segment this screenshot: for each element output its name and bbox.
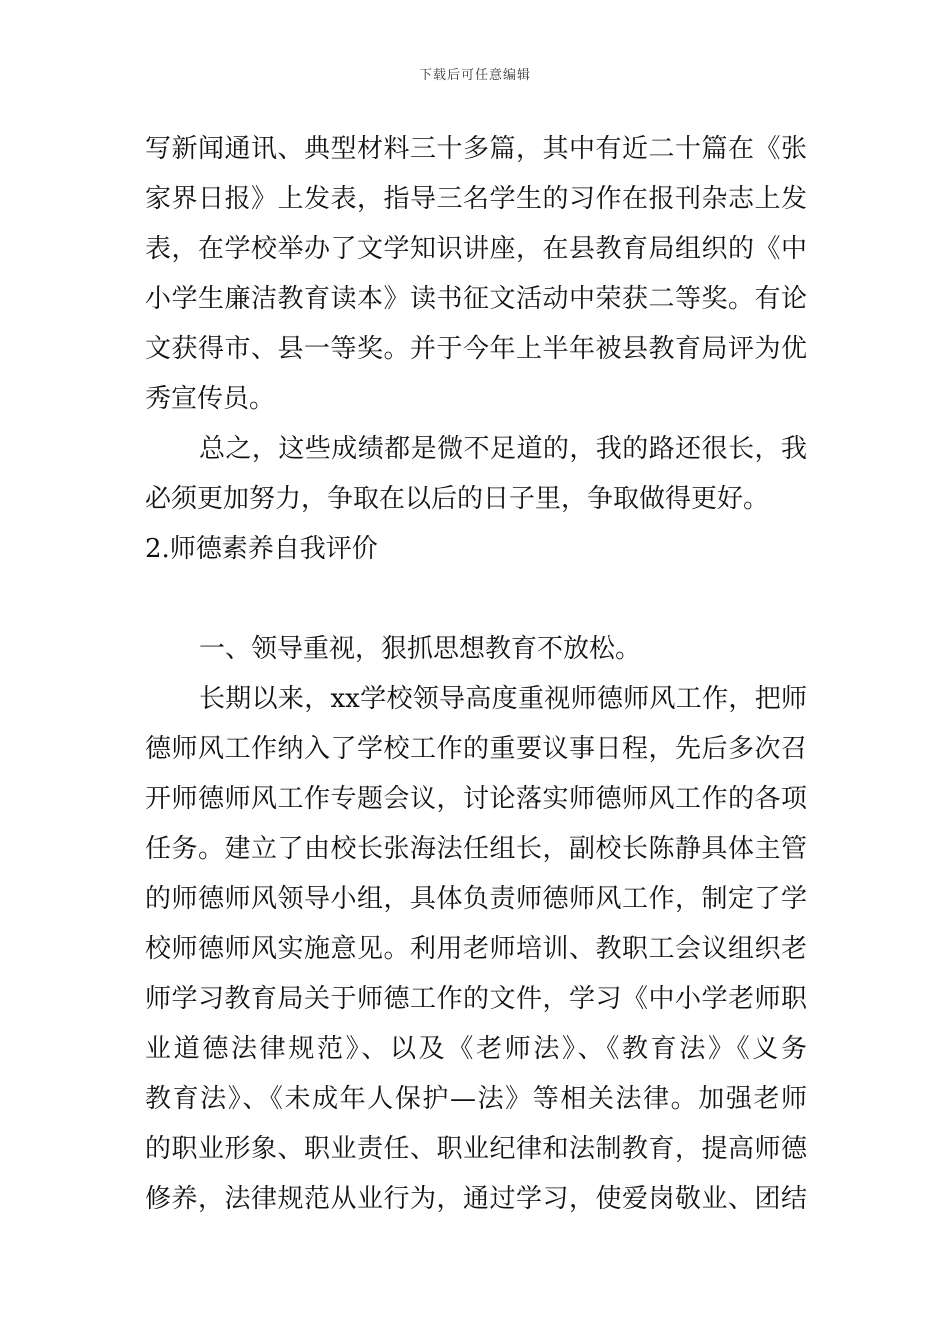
text-line: 长期以来，xx学校领导高度重视师德师风工作，把师 <box>199 684 807 714</box>
text-line: 表，在学校举办了文学知识讲座，在县教育局组织的《中 <box>145 234 807 264</box>
document-body <box>145 124 807 1224</box>
text-line: 必须更加努力，争取在以后的日子里，争取做得更好。 <box>145 484 770 514</box>
text-line: 任务。建立了由校长张海法任组长，副校长陈静具体主管 <box>145 834 807 864</box>
text-line: 小学生廉洁教育读本》读书征文活动中荣获二等奖。有论 <box>145 284 807 314</box>
text-line: 德师风工作纳入了学校工作的重要议事日程，先后多次召 <box>145 734 807 764</box>
subsection-heading: 一、领导重视，狠抓思想教育不放松。 <box>199 634 642 664</box>
text-line: 写新闻通讯、典型材料三十多篇，其中有近二十篇在《张 <box>145 134 807 164</box>
text-line: 的职业形象、职业责任、职业纪律和法制教育，提高师德 <box>145 1134 807 1164</box>
text-line: 家界日报》上发表，指导三名学生的习作在报刊杂志上发 <box>145 184 807 214</box>
text-line: 的师德师风领导小组，具体负责师德师风工作，制定了学 <box>145 884 807 914</box>
text-line: 开师德师风工作专题会议，讨论落实师德师风工作的各项 <box>145 784 807 814</box>
text-line: 秀宣传员。 <box>145 384 276 414</box>
section-heading: 2.师德素养自我评价 <box>145 534 378 564</box>
text-line: 师学习教育局关于师德工作的文件，学习《中小学老师职 <box>145 984 807 1014</box>
text-line: 修养，法律规范从业行为，通过学习，使爱岗敬业、团结 <box>145 1184 807 1214</box>
text-line: 文获得市、县一等奖。并于今年上半年被县教育局评为优 <box>145 334 807 364</box>
text-line: 校师德师风实施意见。利用老师培训、教职工会议组织老 <box>145 934 807 964</box>
blank-line <box>145 574 807 624</box>
header-note: 下载后可任意编辑 <box>418 68 531 83</box>
text-line: 教育法》、《未成年人保护—法》等相关法律。加强老师 <box>145 1084 807 1114</box>
text-line: 业道德法律规范》、以及《老师法》、《教育法》《义务 <box>145 1034 807 1064</box>
text-line: 总之，这些成绩都是微不足道的，我的路还很长，我 <box>199 434 807 464</box>
